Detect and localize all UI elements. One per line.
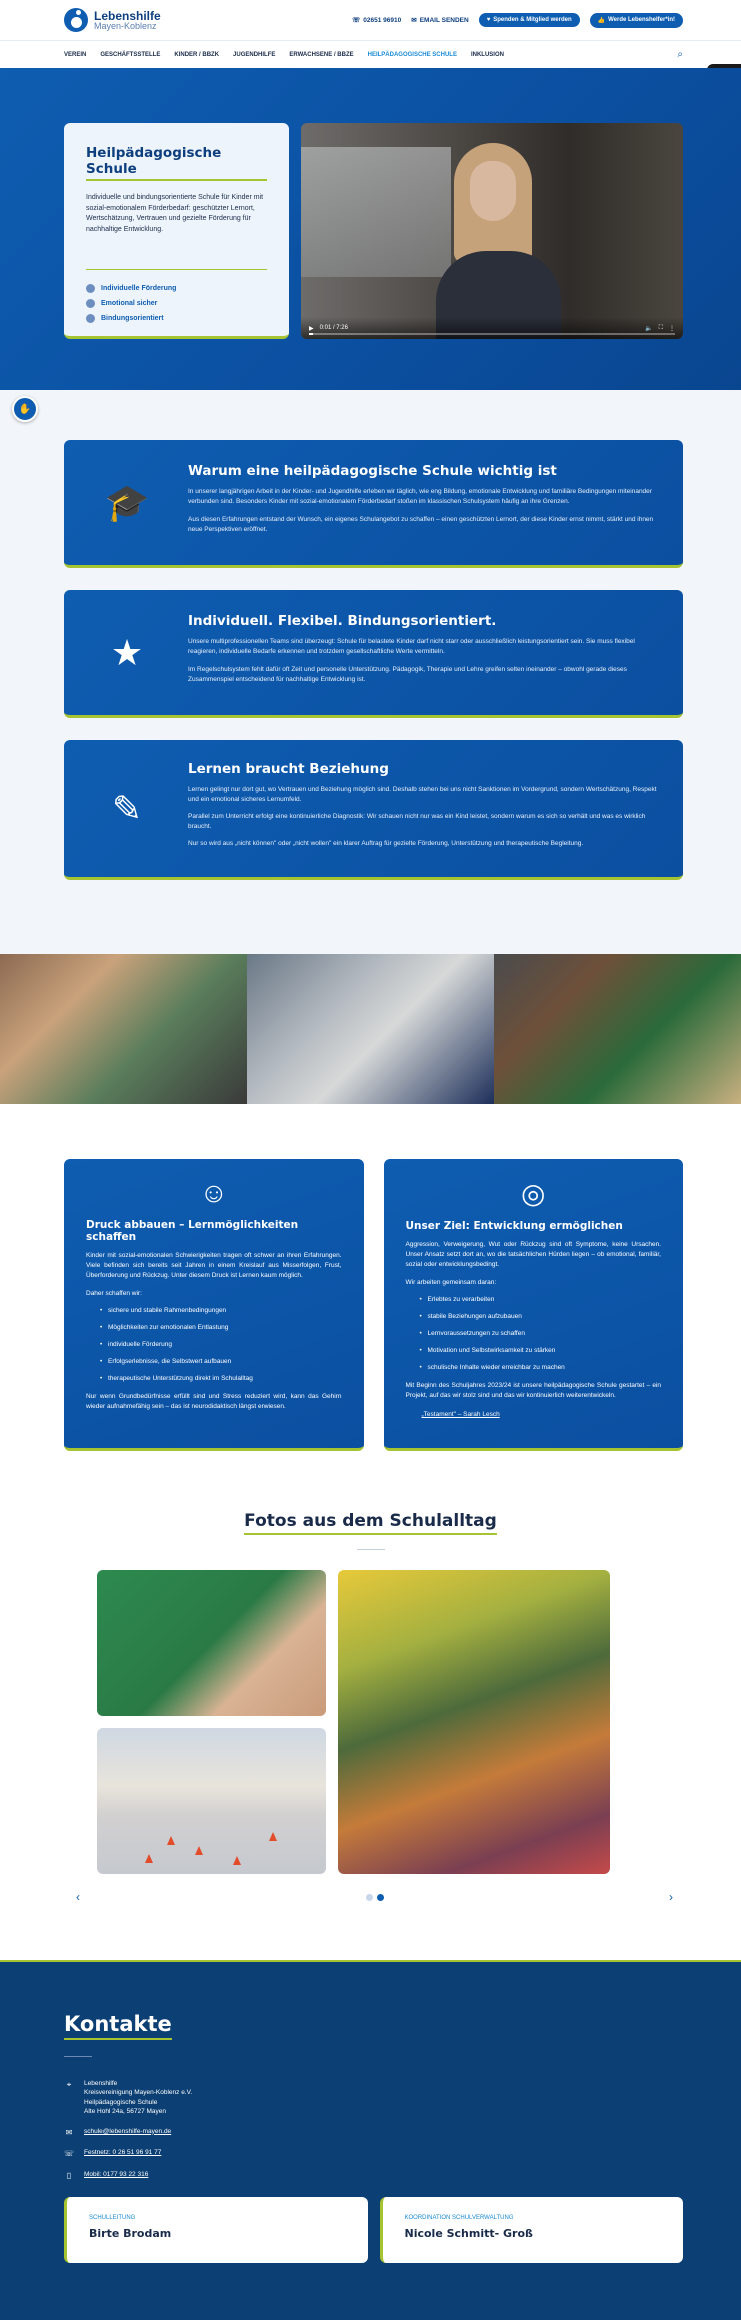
gallery-photo-abacus[interactable] xyxy=(97,1570,326,1716)
list-item: • Möglichkeiten zur emotionalen Entlastung xyxy=(100,1324,342,1331)
top-bar xyxy=(0,0,741,40)
contacts-section xyxy=(0,1960,741,2320)
mobile-icon: ▯ xyxy=(66,2170,72,2180)
gallery-photo-mural[interactable] xyxy=(338,1570,610,1874)
email-link[interactable]: ✉ EMAIL SENDEN xyxy=(411,16,469,24)
hero-text: Individuelle und bindungsorientierte Schule für Kinder mit sozial-emotionalem Förderbedarf: geschützter Lernort, Wertschätzung, Vertrauen und gezielte Förderung für nachhaltige Entwicklung. xyxy=(86,194,264,233)
photo-children-table xyxy=(0,954,247,1104)
nav-item[interactable]: GESCHÄFTSSTELLE xyxy=(100,51,161,58)
nav-item[interactable]: KINDER / BBZK xyxy=(174,51,220,58)
search-icon[interactable]: ⌕ xyxy=(677,49,683,60)
phone-icon: ☏ xyxy=(64,2149,75,2159)
hero xyxy=(0,68,741,390)
carousel-dots xyxy=(366,1894,384,1901)
feature-emotional: Emotional sicher xyxy=(86,299,267,308)
video-controls xyxy=(301,317,683,339)
hero-card xyxy=(64,123,289,339)
list-item: • therapeutische Unterstützung direkt im Schulalltag xyxy=(100,1375,342,1382)
shield-icon xyxy=(86,299,95,308)
carousel-controls xyxy=(76,1890,673,1904)
nav-item[interactable]: INKLUSION xyxy=(470,51,504,58)
list-item: • schulische Inhalte wieder erreichbar zu machen xyxy=(420,1364,662,1371)
photo-gallery xyxy=(97,1570,651,1874)
carousel-dot[interactable] xyxy=(366,1894,373,1901)
target-icon: ◎ xyxy=(521,1178,546,1209)
phone-link[interactable]: ☏ 02651 96910 xyxy=(352,16,402,24)
info-card-why: 🎓 Warum eine heilpädagogische Schule wichtig ist In unserer langjährigen Arbeit in der Kinder- und Jugendhilfe erleben wir täglich, wie eng Bildung, emotionale Entwicklung und familiäre Bedingungen miteinander verbunden sind. Besonders Kinder mit sozial-emotionalem Förderbedarf stoßen im klassischen Schulsystem häufig an ihre Grenzen. Aus diesen Erfahrungen entstand der Wunsch, ein eigenes Schulangebot zu schaffen – einen geschützten Lernort, der diese Kinder ernst nimmt, stärkt und ihnen neue Perspektiven eröffnet. xyxy=(64,440,683,568)
goals-section xyxy=(0,1104,741,1489)
card-reduce-pressure: ☺ Druck abbauen – Lernmöglichkeiten schaffen Kinder mit sozial-emotionalen Schwierigkeiten tragen oft schwer an ihren Erfahrungen. Viele befinden sich bereits seit Jahren in einem Kreislauf aus Misserfolgen, Frust, Überforderung und Rückzug. Unter diesem Druck ist Lernen kaum möglich. Daher schaffen wir: • sichere und stabile Rahmenbedingungen • Möglichkeiten zur emotionalen Entlastung • individuelle Förderung • Erfolgserlebnisse, die Selbstwert aufbauen • therapeutische Unterstützung direkt im Schulalltag Nur wenn Grundbedürfnisse erfüllt sind und Stress reduziert wird, kann das Gehirn wieder aufnahmefähig sein – das ist neurodidaktisch längst erwiesen. xyxy=(64,1159,364,1451)
join-button[interactable]: 👍 Werde Lebenshelfer*in! xyxy=(590,13,683,28)
address: ⌖ Lebenshilfe Kreisvereinigung Mayen-Koblenz e.V. Heilpädagogische Schule Alte Hohl 24a, 56727 Mayen xyxy=(64,2079,683,2117)
handshake-icon xyxy=(86,314,95,323)
hand-icon: ✋ xyxy=(18,403,32,415)
person-role: KOORDINATION SCHULVERWALTUNG xyxy=(404,2215,514,2222)
info-card-flexible: ★ Individuell. Flexibel. Bindungsorientiert. Unsere multiprofessionellen Teams sind überzeugt: Schule für belastete Kinder darf nicht starr oder ausschließlich leistungsorientiert sein. Sie muss flexibel reagieren, individuelle Bedarfe erkennen und trotzdem gesellschaftliche Werte vermitteln. Im Regelschulsystem fehlt dafür oft Zeit und personelle Unterstützung. Pädagogik, Therapie und Lehre greifen selten ineinander – obwohl gerade dieses Zusammenspiel entscheidend für nachhaltige Entwicklung ist. xyxy=(64,590,683,718)
thumbs-up-icon: 👍 xyxy=(597,17,606,24)
card-title: Druck abbauen – Lernmöglichkeiten schaffen xyxy=(86,1219,299,1243)
nav-item[interactable]: HEILPÄDAGOGISCHE SCHULE xyxy=(367,51,457,58)
info-card-title: Warum eine heilpädagogische Schule wichtig ist xyxy=(188,463,557,480)
info-section xyxy=(0,390,741,954)
logo-icon xyxy=(64,8,88,32)
list-item: • Erfolgserlebnisse, die Selbstwert aufbauen xyxy=(100,1358,342,1365)
more-icon[interactable]: ⋮ xyxy=(669,325,675,332)
video-progress[interactable] xyxy=(309,333,675,335)
pencil-ruler-icon: ✎ xyxy=(111,787,143,829)
graduation-cap-icon: 🎓 xyxy=(104,481,150,523)
gallery-header xyxy=(0,1489,741,1550)
info-card-title: Lernen braucht Beziehung xyxy=(188,760,389,777)
video-frame xyxy=(436,143,561,339)
mail-icon: ✉ xyxy=(65,2127,73,2137)
song-link[interactable]: „Testament" – Sarah Lesch xyxy=(421,1411,500,1419)
volume-icon[interactable]: 🔈 xyxy=(645,325,653,332)
chevron-left-icon[interactable]: ‹ xyxy=(76,1890,80,1904)
video-time: 0:01 / 7:26 xyxy=(319,325,348,331)
nav-item[interactable]: JUGENDHILFE xyxy=(233,51,276,58)
list-item: • Motivation und Selbstwirksamkeit zu stärken xyxy=(420,1347,662,1354)
nav-item[interactable]: VEREIN xyxy=(64,51,87,58)
list-item: • Lernvoraussetzungen zu schaffen xyxy=(420,1330,662,1337)
person-card-admin xyxy=(380,2197,684,2263)
person-name: Birte Brodam xyxy=(89,2227,172,2241)
chat-button[interactable] xyxy=(12,396,38,422)
info-card-title: Individuell. Flexibel. Bindungsorientiert. xyxy=(188,613,497,630)
contact-mobile[interactable]: ▯ Mobil: 0177 93 22 316 xyxy=(64,2170,683,2182)
location-icon: ⌖ xyxy=(66,2080,72,2089)
list xyxy=(420,1296,662,1371)
smiley-icon: ☺ xyxy=(199,1177,229,1208)
carousel-dot-active[interactable] xyxy=(377,1894,384,1901)
mail-icon: ✉ xyxy=(411,17,417,24)
main-nav xyxy=(0,40,741,68)
contact-email[interactable]: ✉ schule@lebenshilfe-mayen.de xyxy=(65,2127,172,2137)
list-item: • Erlebtes zu verarbeiten xyxy=(420,1296,662,1303)
list-item: • sichere und stabile Rahmenbedingungen xyxy=(100,1307,342,1314)
chevron-right-icon[interactable]: › xyxy=(669,1890,673,1904)
contact-people xyxy=(64,2197,683,2263)
list-item: • individuelle Förderung xyxy=(100,1341,342,1348)
photo-craft-class xyxy=(247,954,494,1104)
person-name: Nicole Schmitt- Groß xyxy=(404,2227,533,2241)
logo[interactable] xyxy=(64,8,161,32)
page-title: Heilpädagogische Schule xyxy=(86,145,267,181)
list xyxy=(100,1307,342,1382)
fullscreen-icon[interactable]: ⛶ xyxy=(658,324,663,331)
person-card-principal xyxy=(64,2197,368,2263)
person-role: SCHULLEITUNG xyxy=(89,2215,136,2222)
photo-girl-working xyxy=(494,954,741,1104)
gallery-title: Fotos aus dem Schulalltag xyxy=(244,1511,497,1535)
list-item: • stabile Beziehungen aufzubauen xyxy=(420,1313,662,1320)
photo-strip xyxy=(0,954,741,1104)
phone-icon: ☏ xyxy=(352,17,361,24)
heart-icon: ♥ xyxy=(486,17,491,23)
donate-button[interactable]: ♥ Spenden & Mitglied werden xyxy=(479,13,580,27)
feature-individual: Individuelle Förderung xyxy=(86,284,267,293)
support-icon xyxy=(86,284,95,293)
feature-bonding: Bindungsorientiert xyxy=(86,314,267,323)
logo-subtitle: Mayen-Koblenz xyxy=(94,20,157,31)
play-icon[interactable]: ▶ xyxy=(309,325,314,332)
nav-item[interactable]: ERWACHSENE / BBZE xyxy=(289,51,354,58)
card-title: Unser Ziel: Entwicklung ermöglichen xyxy=(405,1220,623,1232)
video-player[interactable] xyxy=(301,123,683,339)
contact-phone[interactable]: ☏ Festnetz: 0 26 51 96 91 77 xyxy=(64,2149,162,2159)
card-goal: ◎ Unser Ziel: Entwicklung ermöglichen Aggression, Verweigerung, Wut oder Rückzug sind oft Symptome, keine Ursachen. Unser Ansatz setzt dort an, wo die tatsächlichen Hürden liegen – ob emotional, familiär, sozial oder entwicklungsbedingt. Wir arbeiten gemeinsam daran: • Erlebtes zu verarbeiten • stabile Beziehungen aufzubauen • Lernvoraussetzungen zu schaffen • Motivation und Selbstwirksamkeit zu stärken • schulische Inhalte wieder erreichbar zu machen Mit Beginn des Schuljahres 2023/24 ist unsere heilpädagogische Schule gestartet – ein Projekt, auf das wir stolz sind und das wir kontinuierlich weiterentwickeln. „Testament" – Sarah Lesch xyxy=(384,1159,684,1451)
gallery-photo-gym[interactable] xyxy=(97,1728,326,1874)
star-icon: ★ xyxy=(110,631,144,673)
logo-title: Lebenshilfe xyxy=(94,8,161,23)
info-card-relationship: ✎ Lernen braucht Beziehung Lernen gelingt nur dort gut, wo Vertrauen und Beziehung möglich sind. Deshalb stehen bei uns nicht Sanktionen im Vordergrund, sondern Wertschätzung, Respekt und ein emotional sicheres Lernumfeld. Parallel zum Unterricht erfolgt eine kontinuierliche Diagnostik: Wir schauen nicht nur was ein Kind leistet, sondern warum es sich so verhält und was es wirklich braucht. Nur so wird aus „nicht können" oder „nicht wollen" ein klarer Auftrag für gezielte Förderung, Unterstützung und therapeutische Begleitung. xyxy=(64,740,683,880)
contacts-title: Kontakte xyxy=(64,2012,172,2040)
nav-items xyxy=(64,52,504,58)
